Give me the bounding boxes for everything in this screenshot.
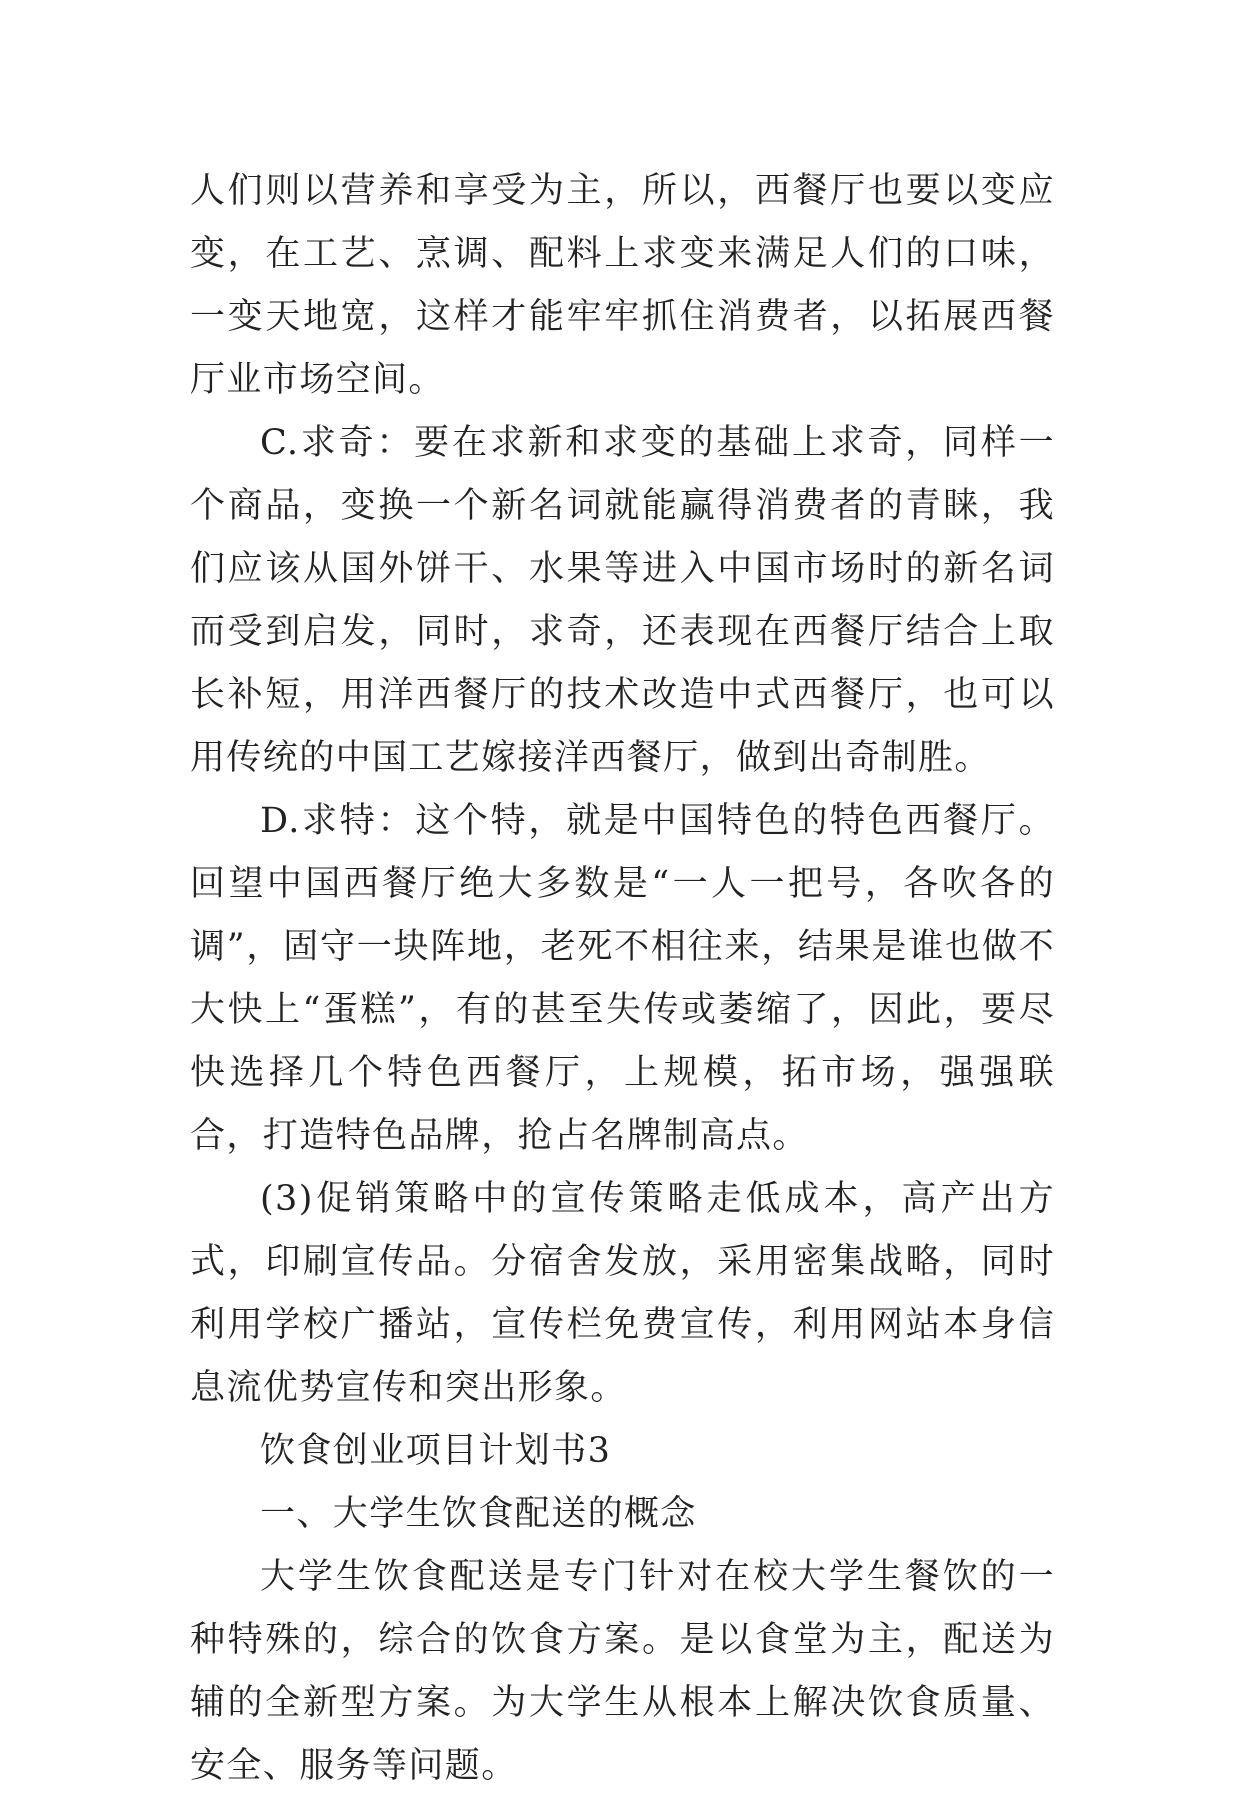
section-heading-concept: 一、大学生饮食配送的概念: [260, 1494, 697, 1534]
paragraph-seek-specialty: D.求特：这个特，就是中国特色的特色西餐厅。回望中国西餐厅绝大多数是“一人一把号，各吹各的调”，固守一块阵地，老死不相往来，结果是谁也做不大快上“蛋糕”，有的甚至失传或萎缩了，因此，要尽快选择几个特色西餐厅，上规模，拓市场，强强联合，打造特色品牌，抢占名牌制高点。: [190, 801, 1055, 1156]
paragraph-concept-definition: 大学生饮食配送是专门针对在校大学生餐饮的一种特殊的，综合的饮食方案。是以食堂为主，配送为辅的全新型方案。为大学生从根本上解决饮食质量、安全、服务等问题。: [190, 1557, 1055, 1786]
paragraph-seek-novelty: C.求奇：要在求新和求变的基础上求奇，同样一个商品，变换一个新名词就能赢得消费者的青睐，我们应该从国外饼干、水果等进入中国市场时的新名词而受到启发，同时，求奇，还表现在西餐厅结合上取长补短，用洋西餐厅的技术改造中式西餐厅，也可以用传统的中国工艺嫁接洋西餐厅，做到出奇制胜。: [190, 423, 1055, 778]
document-body: [190, 160, 1055, 1798]
section-title-plan-3: 饮食创业项目计划书3: [260, 1431, 612, 1471]
paragraph-continuation: 人们则以营养和享受为主，所以，西餐厅也要以变应变，在工艺、烹调、配料上求变来满足人们的口味，一变天地宽，这样才能牢牢抓住消费者，以拓展西餐厅业市场空间。: [190, 171, 1055, 400]
paragraph-promotion-strategy: (3)促销策略中的宣传策略走低成本，高产出方式，印刷宣传品。分宿舍发放，采用密集战略，同时利用学校广播站，宣传栏免费宣传，利用网站本身信息流优势宣传和突出形象。: [190, 1179, 1055, 1408]
